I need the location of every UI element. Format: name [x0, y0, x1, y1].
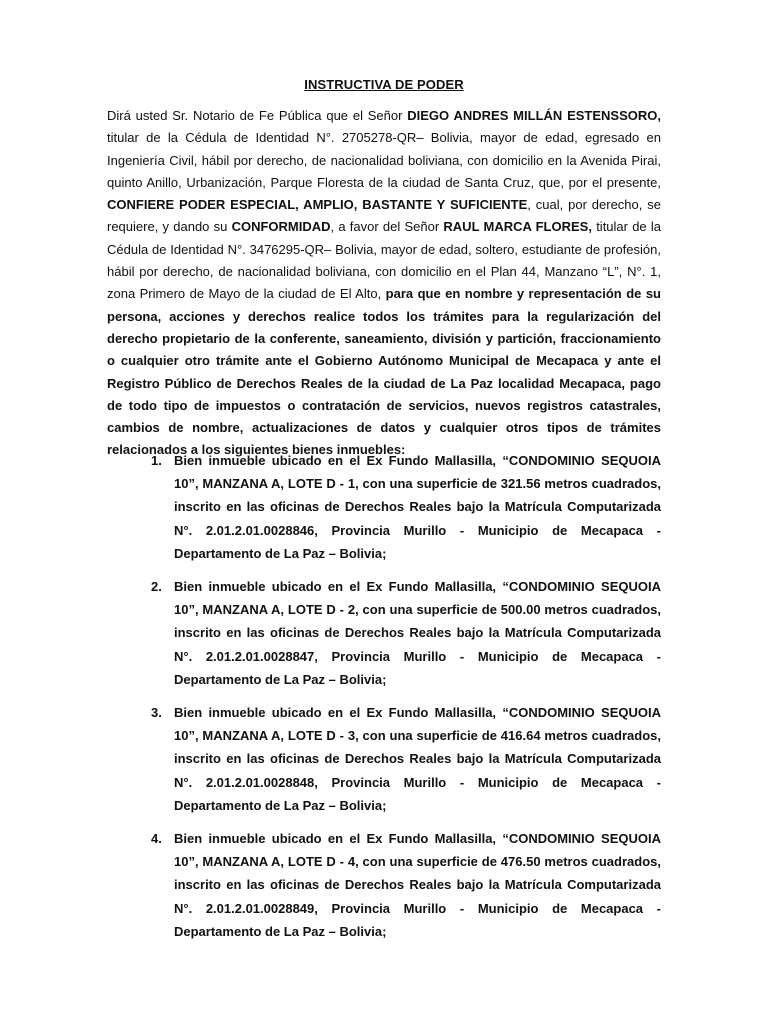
- list-item-text: Bien inmueble ubicado en el Ex Fundo Mallasilla, “CONDOMINIO SEQUOIA 10”, MANZANA A, LOTE D - 1, con una superficie de 321.56 metros cuadrados, inscrito en las oficinas de Derechos Reales bajo la Matrícula Computarizada N°. 2.01.2.01.0028846, Provincia Murillo - Municipio de Mecapaca - Departamento de La Paz – Bolivia;: [174, 453, 661, 561]
- power-type: CONFIERE PODER ESPECIAL, AMPLIO, BASTANTE Y SUFICIENTE: [107, 197, 528, 213]
- intro-segment: titular de la Cédula de Identidad N°. 3476295-QR– Bolivia, mayor de edad, soltero, estudiante de profesión, hábil por derecho, de nacionalidad boliviana, con domicilio en el Plan 44, Manzano “L”, N°. 1, zona Primero de Mayo de la ciudad de El Alto,: [107, 219, 661, 302]
- intro-segment: titular de la Cédula de Identidad N°. 2705278-QR– Bolivia, mayor de edad, egresado en Ingeniería Civil, hábil por derecho, de nacionalidad boliviana, con domicilio en la Avenida Pirai, quinto Anillo, Urbanización, Parque Floresta de la ciudad de Santa Cruz, que, por el presente,: [107, 130, 661, 190]
- grantor-name: DIEGO ANDRES MILLÁN ESTENSSORO,: [407, 108, 661, 123]
- document-title: INSTRUCTIVA DE PODER: [304, 77, 464, 92]
- intro-segment: , cual, por derecho, se requiere, y dando su: [107, 197, 661, 235]
- intro-segment: , a favor del Señor: [330, 219, 444, 235]
- list-item-number: 1.: [151, 453, 162, 468]
- list-item-number: 2.: [151, 579, 162, 595]
- list-item: [145, 575, 661, 691]
- grantee-name: RAUL MARCA FLORES,: [443, 219, 592, 235]
- list-item-text: Bien inmueble ubicado en el Ex Fundo Mallasilla, “CONDOMINIO SEQUOIA 10”, MANZANA A, LOTE D - 2, con una superficie de 500.00 metros cuadrados, inscrito en las oficinas de Derechos Reales bajo la Matrícula Computarizada N°. 2.01.2.01.0028847, Provincia Murillo - Municipio de Mecapaca - Departamento de La Paz – Bolivia;: [174, 579, 661, 687]
- property-list: [145, 449, 661, 953]
- intro-paragraph: [107, 105, 661, 462]
- list-item: [145, 449, 661, 565]
- list-item-text: Bien inmueble ubicado en el Ex Fundo Mallasilla, “CONDOMINIO SEQUOIA 10”, MANZANA A, LOTE D - 4, con una superficie de 476.50 metros cuadrados, inscrito en las oficinas de Derechos Reales bajo la Matrícula Computarizada N°. 2.01.2.01.0028849, Provincia Murillo - Municipio de Mecapaca - Departamento de La Paz – Bolivia;: [174, 831, 661, 939]
- purpose-clause: para que en nombre y representación de su persona, acciones y derechos realice todos los trámites para la regularización del derecho propietario de la conferente, saneamiento, división y partición, fraccionamiento o cualquier otro trámite ante el Gobierno Autónomo Municipal de Mecapaca y ante el Registro Público de Derechos Reales de la ciudad de La Paz localidad Mecapaca, pago de todo tipo de impuestos o contratación de servicios, nuevos registros catastrales, cambios de nombre, actualizaciones de datos y cualquier otros tipos de trámites relacionados a los siguientes bienes inmuebles:: [107, 286, 661, 458]
- conformity-label: CONFORMIDAD: [231, 219, 331, 235]
- intro-segment: Dirá usted Sr. Notario de Fe Pública que el Señor: [107, 108, 408, 123]
- list-item-text: Bien inmueble ubicado en el Ex Fundo Mallasilla, “CONDOMINIO SEQUOIA 10”, MANZANA A, LOTE D - 3, con una superficie de 416.64 metros cuadrados, inscrito en las oficinas de Derechos Reales bajo la Matrícula Computarizada N°. 2.01.2.01.0028848, Provincia Murillo - Municipio de Mecapaca - Departamento de La Paz – Bolivia;: [174, 705, 661, 813]
- list-item-number: 4.: [151, 831, 162, 847]
- list-item: [145, 701, 661, 817]
- list-item-number: 3.: [151, 705, 162, 721]
- list-item: [145, 827, 661, 943]
